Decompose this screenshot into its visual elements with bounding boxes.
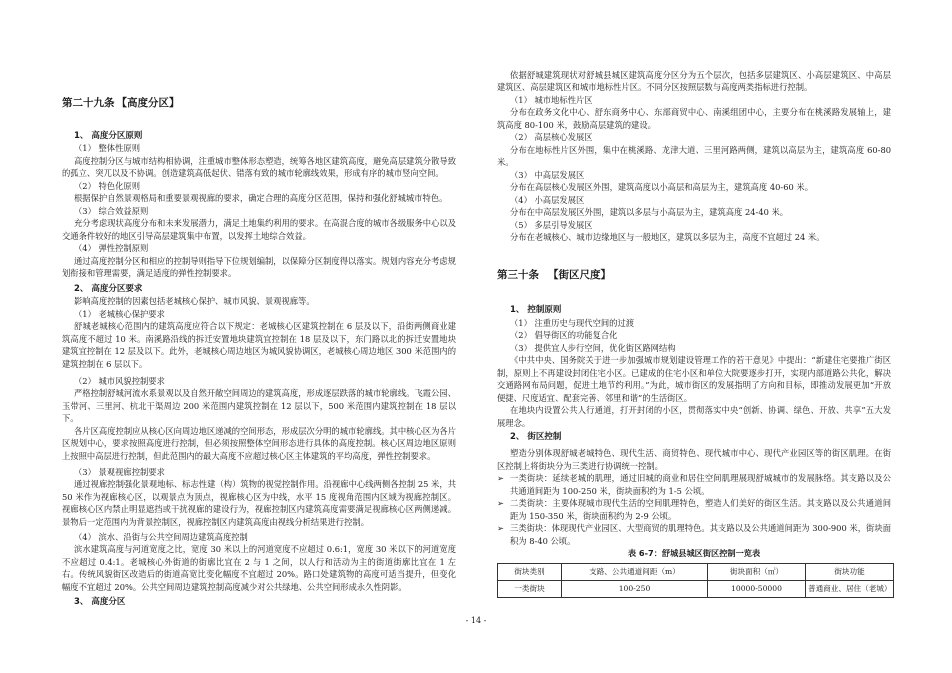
section-heading-control-principles: 1、 控制原则: [510, 305, 562, 316]
subsection-label: （1） 老城核心保护要求: [74, 308, 165, 319]
subsection-label: （2） 城市风貌控制要求: [74, 375, 165, 386]
right-column: [497, 69, 891, 598]
principle-item: （2） 倡导街区的功能复合化: [510, 330, 618, 341]
table-cell: 10000-50000: [708, 580, 806, 597]
table-cell: 100-250: [562, 580, 708, 597]
section-heading-block-control: 2、 街区控制: [510, 432, 562, 443]
zone-text: 分布在地标性片区外围，集中在桃溪路、龙津大道、三里河路两侧，建筑以高层为主，建筑高度 60-80 米。: [497, 144, 891, 168]
zone-text: 分布在老城核心、城市边缘地区与一般地区，建筑以多层为主，高度不宜超过 24 米。: [510, 232, 825, 243]
section-heading-height-requirements: 2、 高度分区要求: [74, 283, 143, 294]
paragraph: 通过高度控制分区和相应的控制导则指导下位规划编制，以保障分区制度得以落实。规划内容充分考虑规划衔接和管理需要，满足适度的弹性控制要求。: [62, 255, 456, 279]
paragraph: 舒城老城核心范围内的建筑高度应符合以下规定：老城核心区建筑控制在 6 层及以下，沿街两侧商业建筑高度不超过 10 米。南溪路沿线的拆迁安置地块建筑宜控制在 18 层及以下，东门路以北的拆迁安置地块建筑宜控制在 12 层及以下。此外，老城核心周边地区为城风貌协调区，老城核心周边地区 300 米范围内的建筑控制在 6 层以下。: [62, 321, 456, 369]
subsection-label: （1） 整体性原则: [74, 143, 140, 154]
page-number: - 14 -: [465, 616, 487, 625]
zone-label: （3） 中高层发展区: [510, 169, 585, 180]
table-header-cell: 街块面积（㎡）: [708, 563, 806, 580]
subsection-label: （4） 弹性控制原则: [74, 243, 149, 254]
table-cell: 一类街块: [498, 580, 562, 597]
article-title: 【高度分区】: [116, 96, 180, 109]
left-column: [62, 97, 456, 609]
arrow-bullet-icon: [497, 497, 504, 510]
bullet-text: 二类街块：主要体现城市现代生活的空间肌理特色，塑造人们美好的街区生活。其支路以及公共通道间距为 150-350 米，街块面积约为 2-9 公顷。: [510, 498, 891, 521]
zone-text: 分布在中高层发展区外围，建筑以多层与小高层为主，建筑高度 24-40 米。: [510, 207, 789, 218]
article-number: 第二十九条: [62, 96, 115, 109]
bullet-text: 三类街块：体现现代产业园区、大型商贸的肌理特色。其支路以及公共通道间距为 300-900 米，街块面积为 8-40 公顷。: [510, 523, 891, 546]
arrow-bullet-icon: [497, 522, 504, 535]
subsection-label: （3） 综合效益原则: [74, 205, 149, 216]
paragraph: 严格控制舒城河流水系景观以及自然开敞空间周边的建筑高度，形成逐层跌落的城市轮廓线。飞霞公园、玉带河、三里河、杭北干渠周边 200 米范围内建筑控制在 12 层以下，500 米范围内建筑控制在 18 层以下。: [62, 388, 456, 424]
article-number: 第三十条: [497, 269, 539, 282]
table-cell: 普通商业、居住（老城）: [806, 580, 894, 597]
paragraph: 滨水建筑高度与河道宽度之比，宽度 30 米以上的河道宽度不应超过 0.6:1，宽度 30 米以下的河道宽度不应超过 0.4:1。老城核心外街道的街廓比宜在 2 与 1 之间，以人行和活动为主的街道街廓比宜在 1 左右。传统风貌街区改造后的街道高宽比变化幅度不宜超过 20%。路口处建筑物的高度可适当提升，但变化幅度不宜超过 20%。公共空间周边建筑控制高度减少对公共绿地、公共空间形成永久性阴影。: [62, 544, 456, 592]
paragraph: 高度控制分区与城市结构相协调，注重城市整体形态塑造，统筹各地区建筑高度，避免高层建筑分散导致的孤立、突兀以及不协调。创造建筑高低起伏、错落有致的城市轮廓线效果，形成有序的城市竖向空间。: [62, 155, 456, 179]
table-header-row: [498, 563, 894, 580]
paragraph: 《中共中央、国务院关于进一步加强城市规划建设管理工作的若干意见》中提出：“新建住宅要推广街区制，原则上不再建设封闭住宅小区。已建成的住宅小区和单位大院要逐步打开，实现内部道路公共化，解决交通路网布局问题，促进土地节约利用。”为此，城市街区的发展指明了方向和目标，即推动发展更加“开放便捷、尺度适宜、配套完善、邻里和谐”的生活街区。: [497, 355, 891, 403]
subsection-label: （3） 景观视廊控制要求: [74, 466, 165, 477]
bullet-item: [497, 497, 891, 522]
table-header-cell: 街块类别: [498, 563, 562, 580]
principle-item: （1） 注重历史与现代空间的过渡: [510, 317, 635, 328]
paragraph: 依据舒城建筑现状对舒城县城区建筑高度分区分为五个层次，包括多层建筑区、小高层建筑区、中高层建筑区、高层建筑区和城市地标性片区。不同分区按照层数与高度两类指标进行控制。: [497, 69, 891, 93]
subsection-label: （2） 特色化原则: [74, 180, 140, 191]
paragraph: 塑造分别体现舒城老城特色、现代生活、商贸特色、现代城市中心、现代产业园区等的街区肌理。在街区控制上将街块分为三类进行协调统一控制。: [497, 448, 891, 471]
table-header-cell: 支路、公共通道间距（m）: [562, 563, 708, 580]
article-30-heading: [497, 269, 891, 282]
section-heading-height-principles: 1、 高度分区原则: [74, 130, 143, 141]
paragraph: 根据保护自然景观格局和重要景观视廊的要求，确定合理的高度分区范围，保持和强化舒城城市特色。: [74, 193, 448, 204]
zone-text: 分布在高层核心发展区外围，建筑高度以小高层和高层为主，建筑高度 40-60 米。: [510, 182, 813, 193]
zone-text: 分布在政务文化中心、舒东商务中心、东部商贸中心、南溪组团中心，主要分布在桃溪路发展轴上，建筑高度 80-100 米，鼓励高层建筑的建设。: [497, 107, 891, 130]
zone-label: （2） 高层核心发展区: [510, 132, 593, 143]
bullet-item: [497, 472, 891, 497]
zone-label: （5） 多层引导发展区: [510, 219, 593, 230]
zone-label: （1） 城市地标性片区: [510, 94, 593, 105]
paragraph: 充分考虑现状高度分布和未来发展潜力，满足土地集约利用的要求。在高混合度的城市各级服务中心以及交通条件较好的地区引导高层建筑集中布置，以发挥土地综合效益。: [62, 218, 456, 241]
subsection-label: （4） 滨水、沿街与公共空间周边建筑高度控制: [74, 531, 248, 542]
zone-label: （4） 小高层发展区: [510, 194, 585, 205]
paragraph: 各片区高度控制应从核心区向周边地区递减的空间形态，形成层次分明的城市轮廓线。其中核心区为各片区规划中心，要求按照高度进行控制，但必须按照整体空间形态进行具体的高度控制。核心区周边地区原则上按照中高层进行控制，但此范围内的最大高度不应超过核心区主体建筑的平均高度，弹性控制要求。: [62, 425, 456, 461]
bullet-item: [497, 522, 891, 547]
bullet-text: 一类街块：延续老城的肌理，通过旧城的商业和居住空间肌理展现舒城城市的发展脉络。其支路以及公共通道间距为 100-250 米，街块面积约为 1-5 公顷。: [510, 473, 891, 496]
paragraph: 通过视廊控制强化景观地标、标志性建（构）筑物的视觉控制作用。沿视廊中心线两侧各控制 25 米，共 50 米作为视廊核心区，以观景点为顶点，视廊核心区为中线，水平 15 度视角范围内区域为视廊控制区。视廊核心区内禁止明显遮挡或干扰视廊的建设行为，视廊控制区内建筑高度需要满足视廊核心区两侧递减。景物后一定范围内为背景控制区，视廊控制区内建筑高度由视线分析结果进行控制。: [62, 479, 456, 527]
paragraph: 在地块内设置公共人行通道，打开封闭的小区，贯彻落实中央“创新、协调、绿色、开放、共享”五大发展理念。: [497, 405, 891, 428]
article-29-heading: [62, 97, 456, 110]
table-row: [498, 580, 894, 597]
section-heading-height-zones: 3、 高度分区: [74, 596, 126, 607]
table-caption: 表 6-7：舒城县城区街区控制一览表: [627, 548, 761, 559]
block-control-table: [497, 563, 894, 598]
article-title: 【街区尺度】: [548, 269, 611, 282]
table-header-cell: 街块功能: [806, 563, 894, 580]
paragraph: 影响高度控制的因素包括老城核心保护、城市风貌、景观视廊等。: [74, 296, 315, 307]
arrow-bullet-icon: [497, 472, 504, 485]
principle-item: （3） 提供宜人步行空间，优化街区路网结构: [510, 342, 676, 353]
